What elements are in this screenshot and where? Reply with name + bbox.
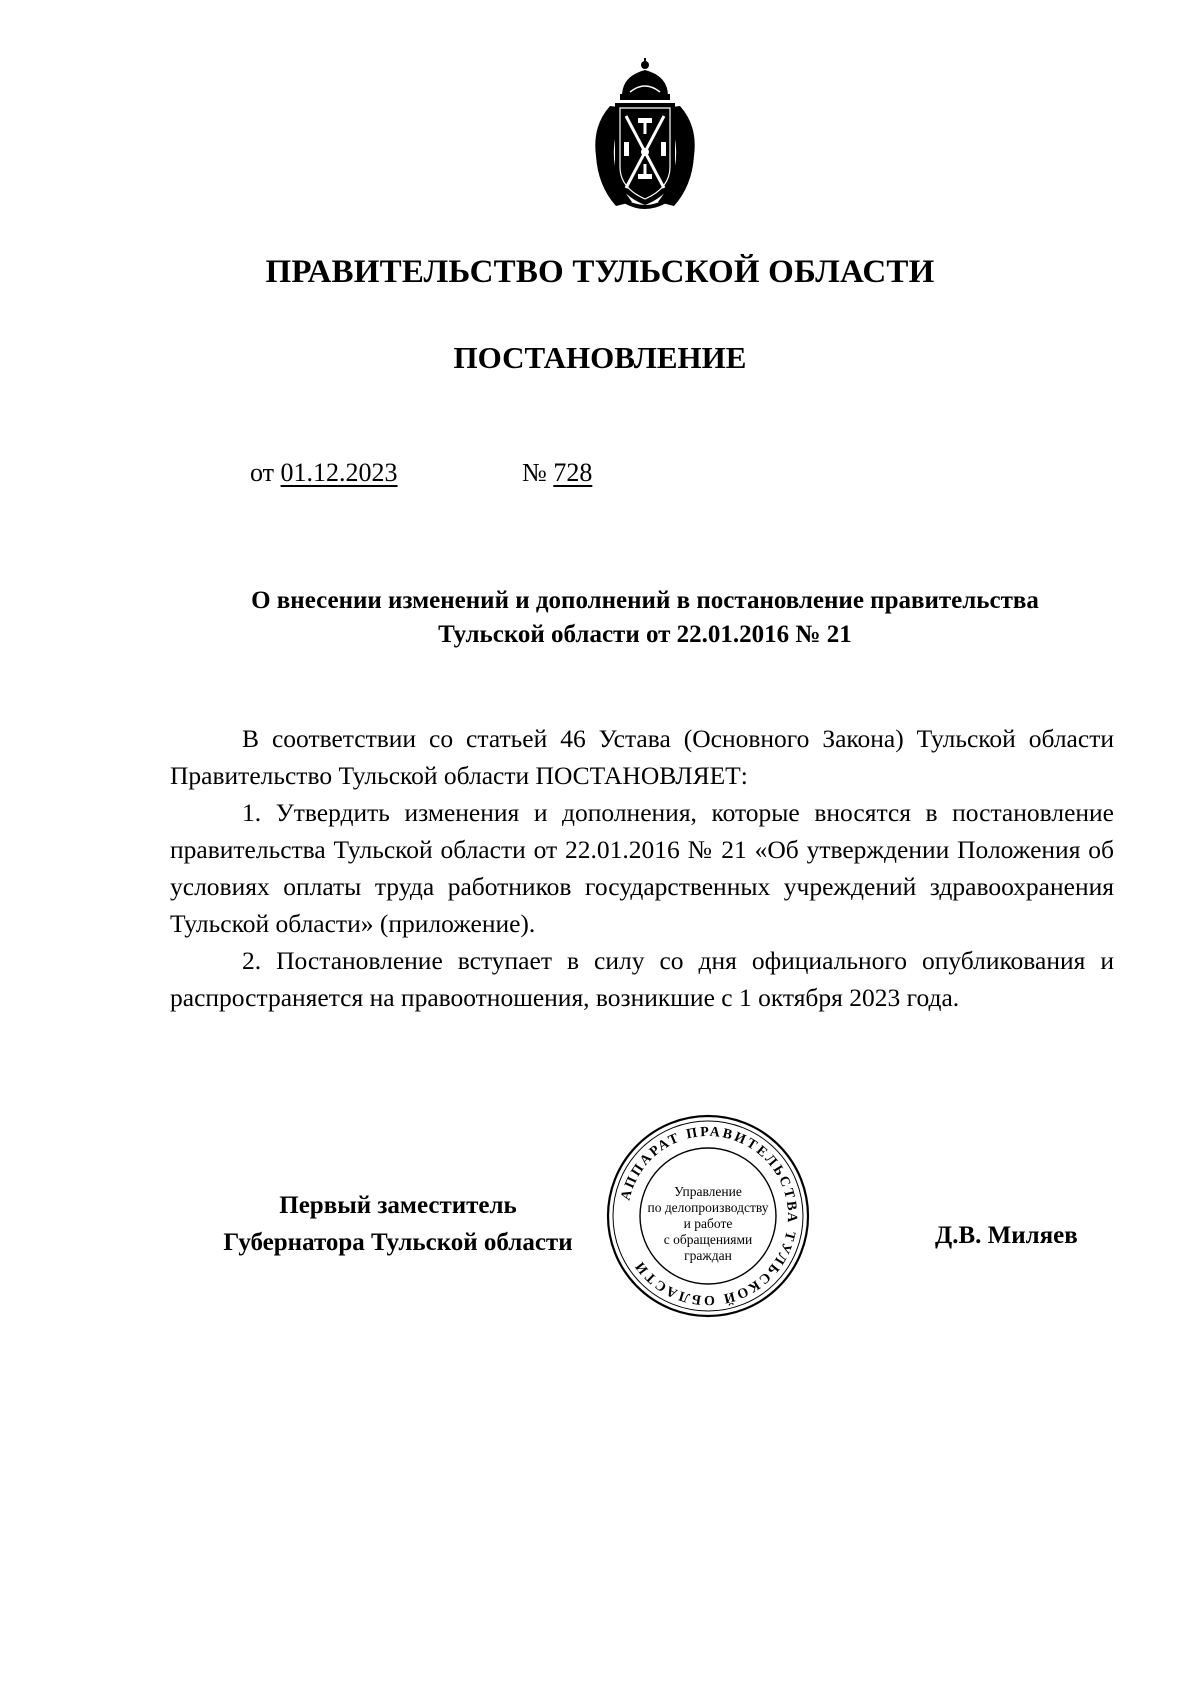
- body-paragraph-item-2: 2. Постановление вступает в силу со дня официального опубликования и распространяется на правоотношения, возникшие с 1 октября 2023 года.: [170, 946, 1114, 1012]
- document-date: 01.12.2023: [280, 458, 398, 487]
- body-paragraph-preamble: В соответствии со статьей 46 Устава (Основного Закона) Тульской области Правительство Тульской области ПОСТАНОВЛЯЕТ:: [170, 724, 1114, 790]
- date-prefix: от: [250, 458, 275, 487]
- organization-title: ПРАВИТЕЛЬСТВО ТУЛЬСКОЙ ОБЛАСТИ: [265, 254, 935, 290]
- number-group: [522, 458, 592, 488]
- stamp-ring-text: АППАРАТ ПРАВИТЕЛЬСТВА ТУЛЬСКОЙ ОБЛАСТИ: [618, 1124, 800, 1308]
- signer-position-line-2: Губернатора Тульской области: [223, 1229, 573, 1256]
- subject-line-1: О внесении изменений и дополнений в постановление правительства: [251, 587, 1039, 614]
- stamp-inner-line: с обращениями: [663, 1232, 753, 1247]
- stamp-inner-line: Управление: [674, 1184, 742, 1199]
- stamp-inner-line: граждан: [684, 1248, 732, 1263]
- document-subject: [170, 584, 1120, 652]
- signer-name: Д.В. Миляев: [935, 1222, 1078, 1249]
- stamp-inner-text: [644, 1174, 772, 1274]
- number-prefix: №: [522, 458, 547, 487]
- subject-line-2: Тульской области от 22.01.2016 № 21: [438, 621, 852, 648]
- document-number: 728: [553, 458, 593, 487]
- stamp-inner-line: и работе: [683, 1216, 733, 1231]
- signer-position-line-1: Первый заместитель: [279, 1192, 517, 1219]
- tula-coat-of-arms-icon: [586, 56, 704, 212]
- body-paragraph-item-1: 1. Утвердить изменения и дополнения, которые вносятся в постановление правительства Тульской области от 22.01.2016 № 21 «Об утверждении Положения об условиях оплаты труда работников государственных учреждений здравоохранения Тульской области» (приложение).: [170, 798, 1114, 938]
- document-body: [170, 720, 1114, 1016]
- registration-line: [250, 458, 593, 488]
- stamp-inner-line: по делопроизводству: [647, 1200, 769, 1215]
- document-type: ПОСТАНОВЛЕНИЕ: [453, 340, 747, 375]
- signer-position: [188, 1187, 608, 1261]
